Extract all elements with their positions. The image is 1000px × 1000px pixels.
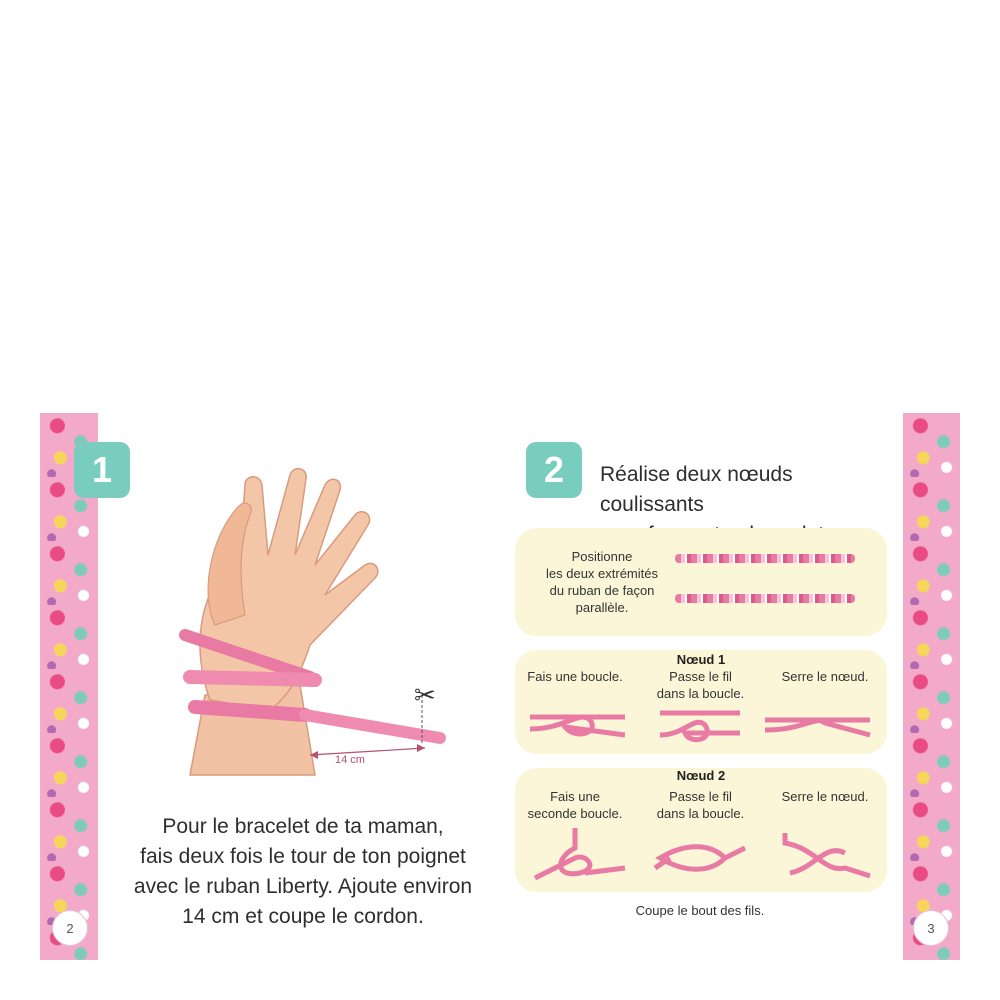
knot-1-title: Nœud 1 — [676, 652, 726, 667]
step-1-line: avec le ruban Liberty. Ajoute environ — [133, 875, 473, 898]
knot-1-panel — [515, 650, 887, 754]
right-pattern-strip — [903, 413, 960, 960]
page-number-left: 2 — [52, 910, 88, 946]
step-1-instructions — [118, 812, 488, 932]
measure-label: 14 cm — [335, 754, 365, 766]
knot-2-panel — [515, 768, 887, 892]
knot-2-step-1 — [520, 788, 630, 822]
position-line: Positionne — [571, 549, 633, 564]
step-2-badge: 2 — [526, 442, 582, 498]
knot-2-diagrams — [525, 828, 875, 888]
knot-1-step-1 — [520, 668, 630, 685]
position-instructions — [527, 548, 677, 616]
step-1-line: Pour le bracelet de ta maman, — [162, 815, 444, 838]
knot-2-title: Nœud 2 — [676, 768, 726, 783]
knot-1-step-3 — [770, 668, 880, 685]
ribbon-end-top — [675, 554, 855, 563]
step-2-title-line: Réalise deux nœuds coulissants — [600, 463, 793, 516]
hand-illustration — [150, 445, 470, 790]
knot-2-step-3 — [770, 788, 880, 805]
knot-1-step-2 — [643, 668, 758, 702]
cut-ends-note: Coupe le bout des fils. — [635, 903, 765, 918]
knot-2-step-2-line: dans la boucle. — [656, 806, 745, 821]
knot-1-step-1-line: Fais une boucle. — [527, 669, 623, 684]
step-1-line: 14 cm et coupe le cordon. — [182, 905, 424, 928]
knot-2-step-1-line: Fais une — [550, 789, 600, 804]
position-line: du ruban de façon — [549, 583, 655, 598]
position-panel — [515, 528, 887, 636]
position-line: parallèle. — [575, 600, 629, 615]
knot-1-step-2-line: Passe le fil — [669, 669, 732, 684]
knot-1-step-3-line: Serre le nœud. — [781, 669, 869, 684]
position-line: les deux extrémités — [546, 566, 658, 581]
step-1-badge: 1 — [74, 442, 130, 498]
knot-2-step-3-line: Serre le nœud. — [781, 789, 869, 804]
knot-2-step-2-line: Passe le fil — [669, 789, 732, 804]
knot-2-step-1-line: seconde boucle. — [527, 806, 623, 821]
knot-2-step-2 — [643, 788, 758, 822]
knot-1-step-2-line: dans la boucle. — [656, 686, 745, 701]
knot-1-diagrams — [525, 705, 875, 750]
scissors-icon: ✂ — [414, 680, 436, 710]
ribbon-end-bottom — [675, 594, 855, 603]
step-1-line: fais deux fois le tour de ton poignet — [140, 845, 466, 868]
page-number-right: 3 — [913, 910, 949, 946]
